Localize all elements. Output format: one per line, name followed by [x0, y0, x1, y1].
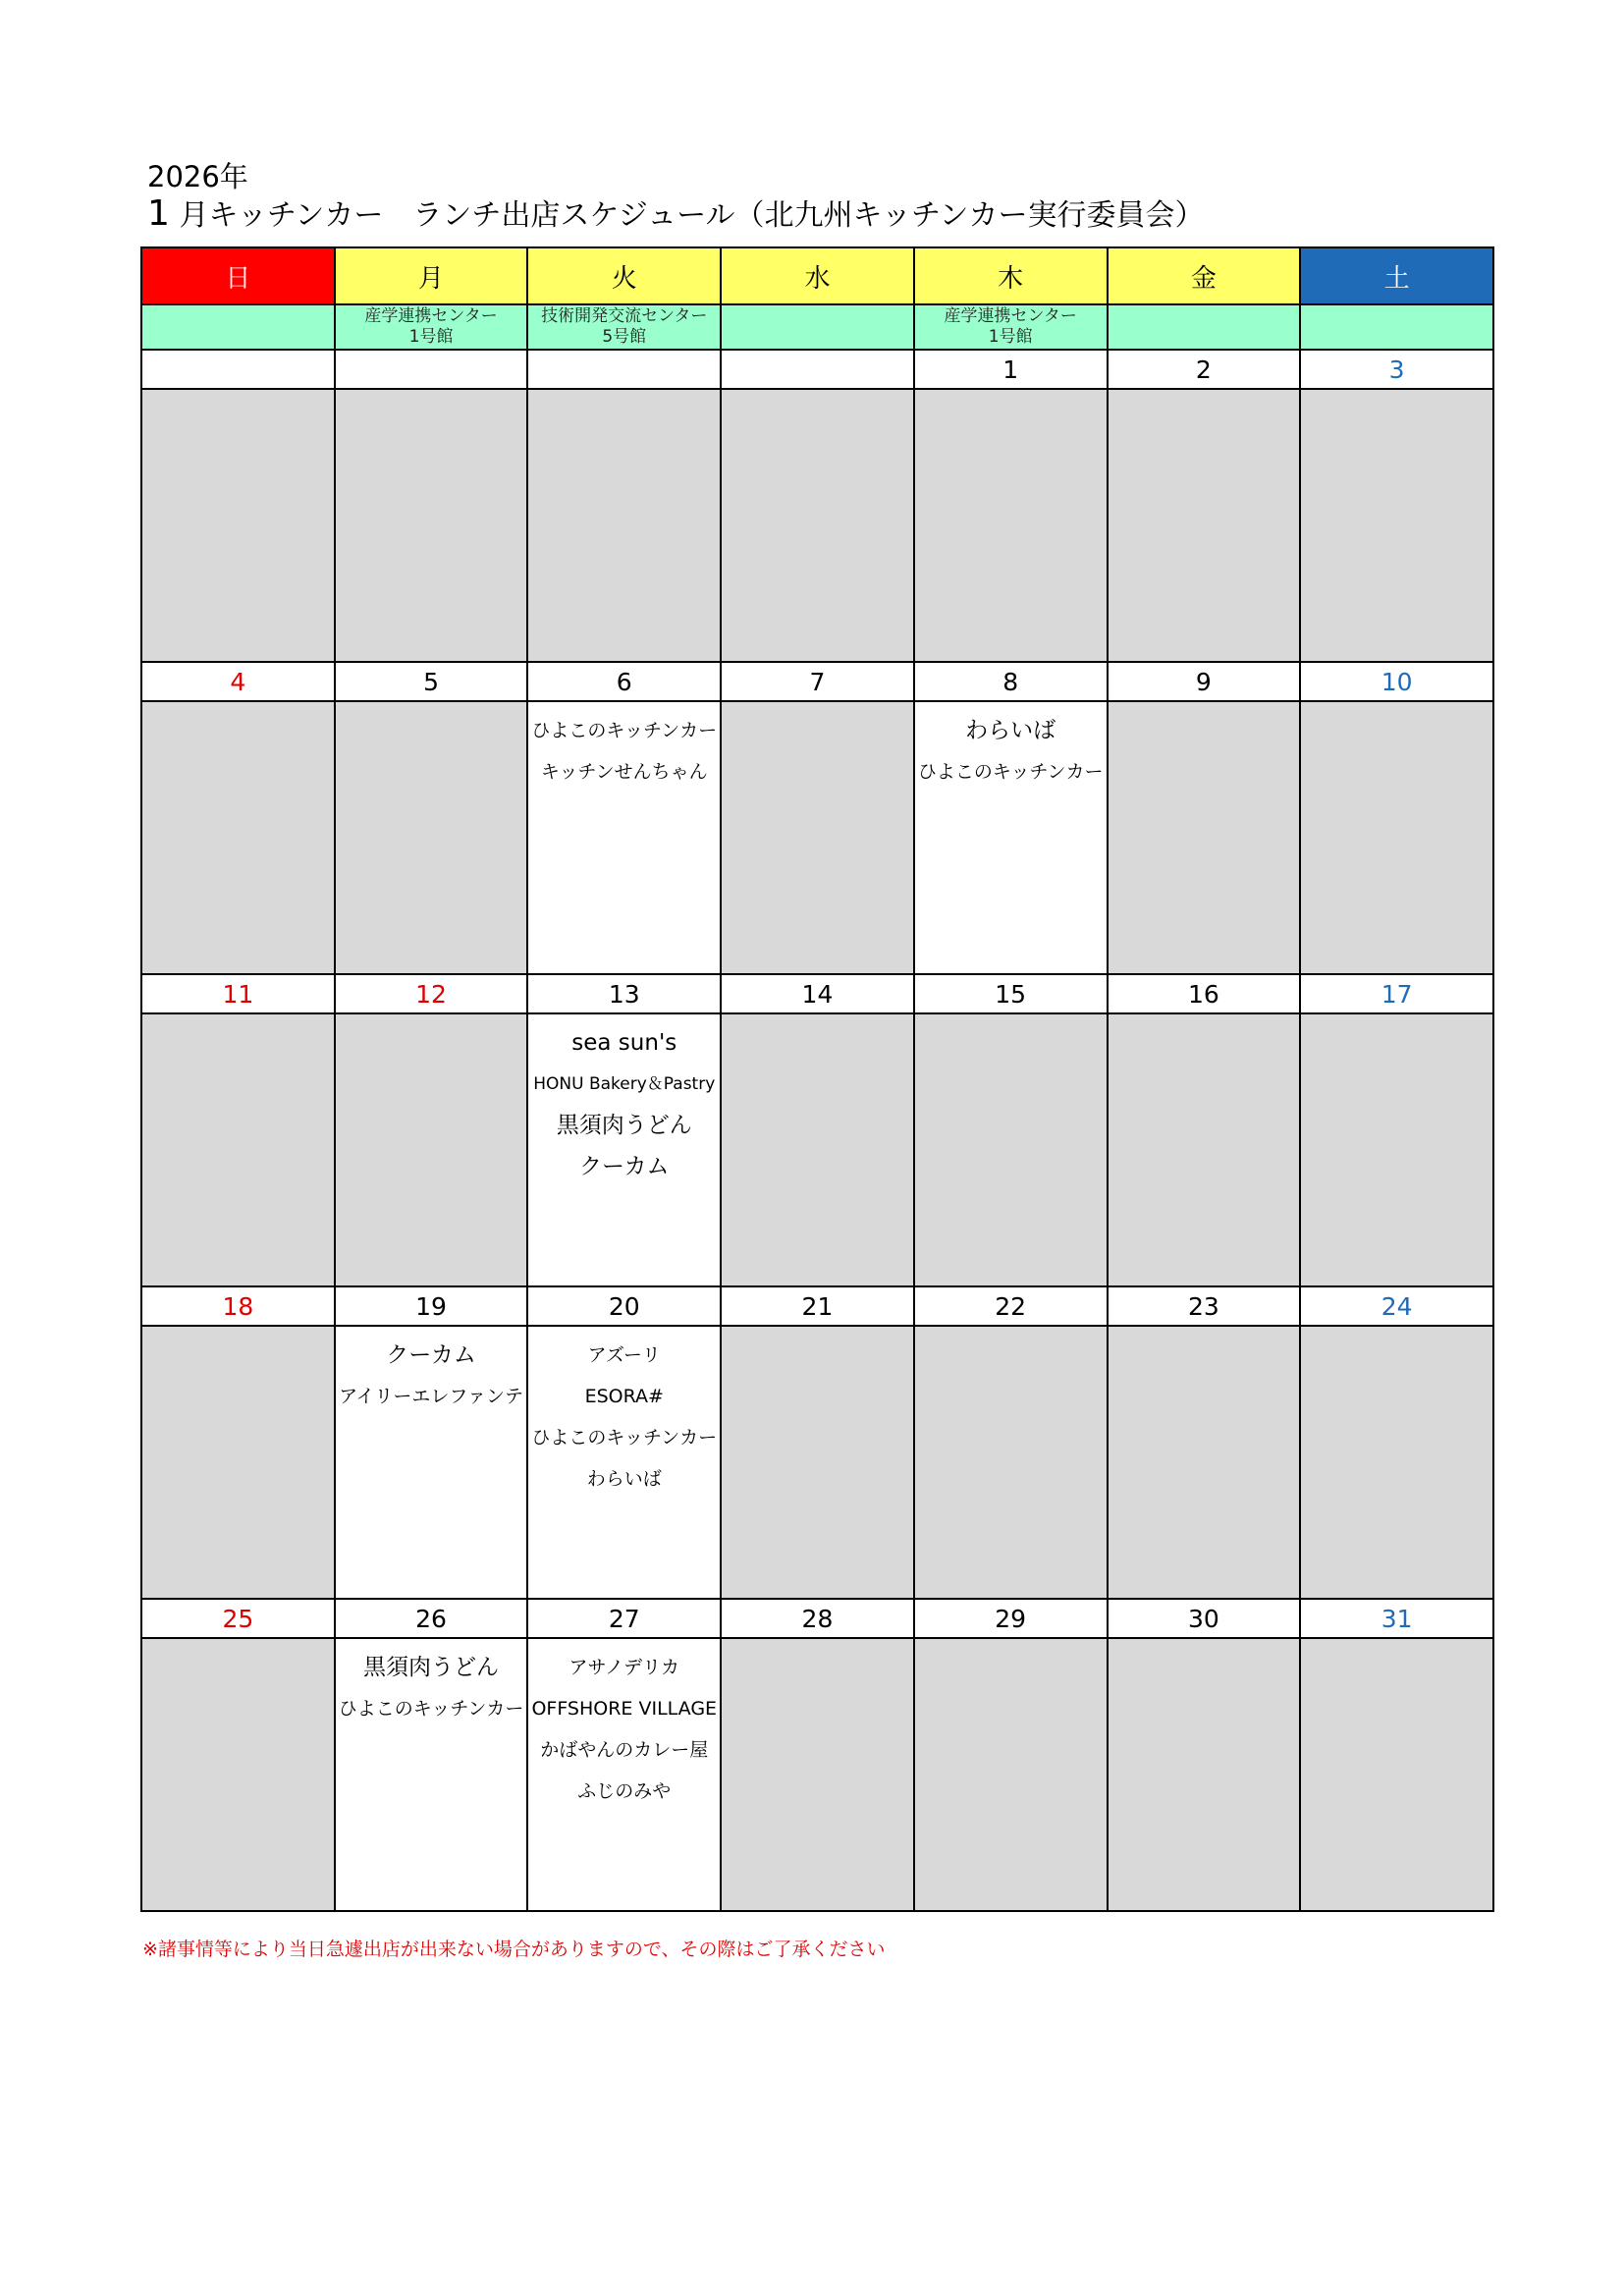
date-number: 13 [527, 974, 721, 1013]
date-number: 1 [914, 350, 1108, 389]
weekday-tue: 火 [527, 247, 721, 304]
venue-cell [721, 304, 914, 350]
date-row [141, 974, 1493, 1013]
day-cell [914, 1326, 1108, 1599]
date-row [141, 662, 1493, 701]
date-row [141, 1599, 1493, 1638]
day-cell [914, 389, 1108, 662]
weekday-thu: 木 [914, 247, 1108, 304]
day-cell [721, 1013, 914, 1286]
venue-cell [141, 304, 335, 350]
day-cell [335, 1013, 528, 1286]
shop-name: ひよこのキッチンカー [338, 1698, 524, 1720]
weekday-mon: 月 [335, 247, 528, 304]
day-cell [141, 1013, 335, 1286]
schedule-row [141, 701, 1493, 974]
shop-name: 黒須肉うどん [556, 1113, 692, 1138]
date-number: 28 [721, 1599, 914, 1638]
weekday-fri: 金 [1108, 247, 1301, 304]
day-cell [914, 701, 1108, 974]
shop-name: かばやんのカレー屋 [540, 1739, 709, 1761]
day-cell [1300, 1326, 1493, 1599]
day-cell [527, 1326, 721, 1599]
date-number: 31 [1300, 1599, 1493, 1638]
date-number: 5 [335, 662, 528, 701]
day-cell [721, 1638, 914, 1911]
venue-cell: 産学連携センター 1号館 [914, 304, 1108, 350]
shop-name: ひよこのキッチンカー [917, 761, 1104, 783]
day-cell [335, 1638, 528, 1911]
title-month: 1 [147, 193, 170, 234]
day-cell [141, 701, 335, 974]
day-cell [914, 1638, 1108, 1911]
date-number: 24 [1300, 1286, 1493, 1326]
date-number: 23 [1108, 1286, 1301, 1326]
date-number: 8 [914, 662, 1108, 701]
date-number [141, 350, 335, 389]
venue-cell [1108, 304, 1301, 350]
day-cell [1108, 701, 1301, 974]
shop-name: アイリーエレファンテ [339, 1386, 524, 1407]
date-number: 22 [914, 1286, 1108, 1326]
schedule-row [141, 389, 1493, 662]
date-number: 30 [1108, 1599, 1301, 1638]
date-number: 20 [527, 1286, 721, 1326]
shop-name: 黒須肉うどん [363, 1655, 500, 1680]
schedule-row [141, 1326, 1493, 1599]
schedule-row [141, 1013, 1493, 1286]
date-row [141, 350, 1493, 389]
calendar-grid [140, 246, 1494, 1912]
date-row [141, 1286, 1493, 1326]
date-number: 18 [141, 1286, 335, 1326]
date-number: 26 [335, 1599, 528, 1638]
shop-name: ひよこのキッチンカー [531, 720, 718, 741]
shop-name: わらいば [965, 718, 1056, 743]
weekday-header-row [141, 247, 1493, 304]
date-number: 25 [141, 1599, 335, 1638]
day-cell [1300, 1638, 1493, 1911]
day-cell [1300, 389, 1493, 662]
weekday-sun: 日 [141, 247, 335, 304]
date-number: 10 [1300, 662, 1493, 701]
day-cell [721, 389, 914, 662]
date-number [527, 350, 721, 389]
page-title [147, 191, 1204, 234]
date-number: 2 [1108, 350, 1301, 389]
shop-name: ひよこのキッチンカー [531, 1427, 718, 1449]
date-number: 4 [141, 662, 335, 701]
date-number: 7 [721, 662, 914, 701]
date-number: 27 [527, 1599, 721, 1638]
shop-name: アサノデリカ [568, 1657, 679, 1678]
shop-name: ふじのみや [577, 1780, 672, 1802]
day-cell [1108, 1326, 1301, 1599]
weekday-wed: 水 [721, 247, 914, 304]
day-cell [527, 1638, 721, 1911]
day-cell [914, 1013, 1108, 1286]
day-cell [1108, 389, 1301, 662]
title-text: 月キッチンカー ランチ出店スケジュール（北九州キッチンカー実行委員会） [169, 198, 1205, 233]
day-cell [1108, 1013, 1301, 1286]
weekday-sat: 土 [1300, 247, 1493, 304]
shop-name: ESORA# [584, 1386, 664, 1407]
day-cell [335, 389, 528, 662]
day-cell [527, 1013, 721, 1286]
venue-cell [1300, 304, 1493, 350]
day-cell [335, 701, 528, 974]
day-cell [1300, 701, 1493, 974]
venue-cell: 技術開発交流センター 5号館 [527, 304, 721, 350]
day-cell [141, 1638, 335, 1911]
day-cell [1300, 1013, 1493, 1286]
date-number: 9 [1108, 662, 1301, 701]
date-number: 17 [1300, 974, 1493, 1013]
title-year: 2026年 [147, 160, 248, 193]
venue-cell: 産学連携センター 1号館 [335, 304, 528, 350]
date-number: 11 [141, 974, 335, 1013]
date-number: 14 [721, 974, 914, 1013]
shop-name: HONU Bakery＆Pastry [533, 1074, 716, 1094]
shop-name: クーカム [386, 1342, 476, 1368]
date-number: 21 [721, 1286, 914, 1326]
shop-name: クーカム [578, 1154, 670, 1179]
shop-name: sea sun's [571, 1030, 677, 1056]
day-cell [721, 1326, 914, 1599]
schedule-row [141, 1638, 1493, 1911]
date-number: 3 [1300, 350, 1493, 389]
date-number [721, 350, 914, 389]
venue-row [141, 304, 1493, 350]
day-cell [141, 1326, 335, 1599]
date-number: 19 [335, 1286, 528, 1326]
shop-name: キッチンせんちゃん [540, 761, 708, 783]
date-number: 15 [914, 974, 1108, 1013]
date-number [335, 350, 528, 389]
day-cell [141, 389, 335, 662]
day-cell [335, 1326, 528, 1599]
day-cell [527, 701, 721, 974]
footnote: ※諸事情等により当日急遽出店が出来ない場合がありますので、その際はご了承ください [142, 1939, 886, 1960]
shop-name: OFFSHORE VILLAGE [531, 1698, 718, 1720]
date-number: 6 [527, 662, 721, 701]
day-cell [527, 389, 721, 662]
shop-name: アズーリ [587, 1344, 661, 1366]
date-number: 16 [1108, 974, 1301, 1013]
date-number: 12 [335, 974, 528, 1013]
day-cell [1108, 1638, 1301, 1911]
date-number: 29 [914, 1599, 1108, 1638]
shop-name: わらいば [586, 1468, 662, 1490]
day-cell [721, 701, 914, 974]
